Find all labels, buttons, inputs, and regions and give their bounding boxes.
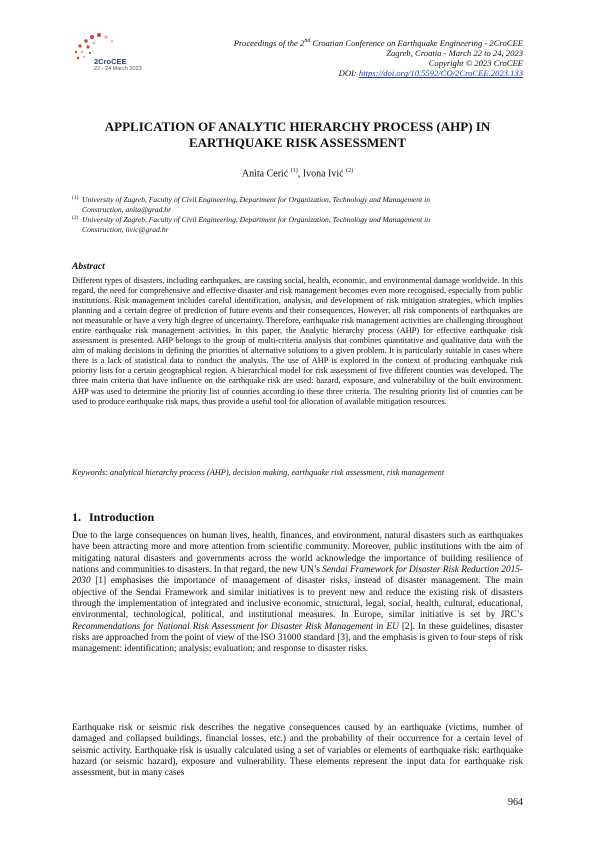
keywords: Keywords: analytical hierarchy process (AHP), decision making, earthquake risk assessment, risk management [72,468,445,477]
logo-dot [93,42,96,45]
title-line-1: APPLICATION OF ANALYTIC HIERARCHY PROCESS (AHP) IN [104,119,491,134]
header-copyright-line: Copyright © 2023 CroCEE [428,58,523,69]
authors: Anita Cerić $^{(1)}$, Ivona Ivić $^{(2)}$ [241,168,354,180]
abstract-text: Different types of disasters, including earthquakes, are causing social, health, economic, and environmental damage worldwide. In this regard, the need for comprehensive and effective disaster and risk management becomes even more recognised, especially from public institutions. Risk management includes careful identification, analysis, and development of risk mitigation strategies, which implies planning and a certain degree of prediction of future events and their consequences. However, all risk components of earthquakes are not measurable or have a very high degree of uncertainty. Therefore, earthquake risk management activities are challenging throughout entire earthquake risk management activities. In this paper, the Analytic hierarchy process (AHP) for effective earthquake risk assessment is presented. AHP belongs to the group of multi-criteria analysis that combines quantitative and qualitative data with the aim of making decisions in defining the priorities of alternative solutions to a given problem. It is particularly suitable in cases where there is a lack of statistical data to conduct the analysis. The use of AHP is explored in the context of producing earthquake risk priority lists for a certain geographical region. A hierarchical model for risk assessment of five different counties was developed. The three main criteria that have influence on the earthquake risk are used: hazard, exposure, and vulnerability of the built environment. AHP was used to determine the priority list of counties according to these three criteria. The resulting priority list of counties can be used to produce earthquake risk maps, thus provide a useful tool for allocation of available mitigation resources. [72,276,523,406]
logo-dot [97,33,101,37]
title-line-2: EARTHQUAKE RISK ASSESSMENT [189,135,406,150]
doi-link[interactable]: https://doi.org/10.5592/CO/2CroCEE.2023.133 [358,68,523,79]
abstract-heading: Abstract [72,262,105,272]
author-2-affil-ref: (2) [346,168,354,174]
logo-dot [77,57,80,60]
logo-dot [86,45,89,48]
paper-title [72,119,523,151]
logo-name: 2CroCEE [94,57,127,66]
affiliations [72,195,523,235]
proceedings-header [193,36,523,79]
logo-dot [83,56,85,58]
logo-dot [84,39,88,43]
logo-dot [78,44,81,47]
author-1: Anita Cerić [241,168,289,180]
intro-paragraph-1: Due to the large consequences on human lives, health, finances, and environment, natural disasters such as earthquakes have been attracting more and more attention from scientific community. Moreover, public institutions with the aim of mitigating natural disasters and governments across the world acknowledge the importance of building resilience of nations and communities to disasters. In that regard, the new UN’s Sendai Framework for Disaster Risk Reduction 2015-2030 [1] emphasises the importance of management of disaster risks, instead of disaster management. The main objective of the Sendai Framework and similar initiatives is to prevent new and reduce the existing risk of disasters through the implementation of integrated and inclusive economic, structural, legal, social, health, cultural, educational, environmental, technological, political, and institutional measures. In Europe, similar initiative is set by JRC’s Recommendations for National Risk Assessment for Disaster Risk Management in EU [2]. In these guidelines, disaster risks are approached from the point of view of the ISO 31000 standard [3], and the emphasis is given to four steps of risk management: identification; analysis; evaluation; and response to disaster risks. [72,531,523,655]
page-number: 964 [508,797,523,808]
intro-paragraph-2: Earthquake risk or seismic risk describes the negative consequences caused by an earthquake (victims, number of damaged and collapsed buildings, financial losses, etc.) and the probability of their occurrence for a certain level of seismic activity. Earthquake risk is usually calculated using a set of variables or elements of earthquake risk: earthquake hazard (or seismic hazard), exposure and vulnerability. These elements represent the input data for earthquake risk assessment, but in many cases [72,723,523,779]
logo-dot [81,51,84,54]
logo-dot [75,51,77,53]
logo-dot [111,40,114,43]
logo-dot [89,52,91,54]
logo-dot [90,35,94,39]
logo-dates: 22 - 24 March 2023 [94,66,142,72]
jrc-recommendations-title: Recommendations for National Risk Assessment for Disaster Risk Management in EU [72,621,399,632]
conference-logo [70,30,170,80]
header-doi-line: DOI: https://doi.org/10.5592/CO/2CroCEE.2023.133 [338,68,523,79]
section-number: 1. [72,510,81,524]
header-location-line: Zagreb, Croatia - March 22 to 24, 2023 [386,48,523,59]
logo-dot [104,35,108,39]
affiliation-2: (2) University of Zagreb, Faculty of Civil Engineering, Department for Organization, Technology and Management in Construction, iivic@grad.hr [72,215,431,234]
section-title: Introduction [89,510,155,524]
author-2: Ivona Ivić [302,168,344,180]
sendai-framework-title: Sendai Framework for Disaster Risk Reduction 2015-2030 [72,565,523,587]
affiliation-1: (1) University of Zagreb, Faculty of Civil Engineering, Department for Organization, Technology and Management in Construction, anita@grad.hr [72,195,431,214]
section-heading-introduction [72,510,154,525]
header-proceedings-line: Proceedings of the 2nd Croatian Conference on Earthquake Engineering - 2CroCEE [233,37,523,48]
author-1-affil-ref: (1) [290,168,298,174]
